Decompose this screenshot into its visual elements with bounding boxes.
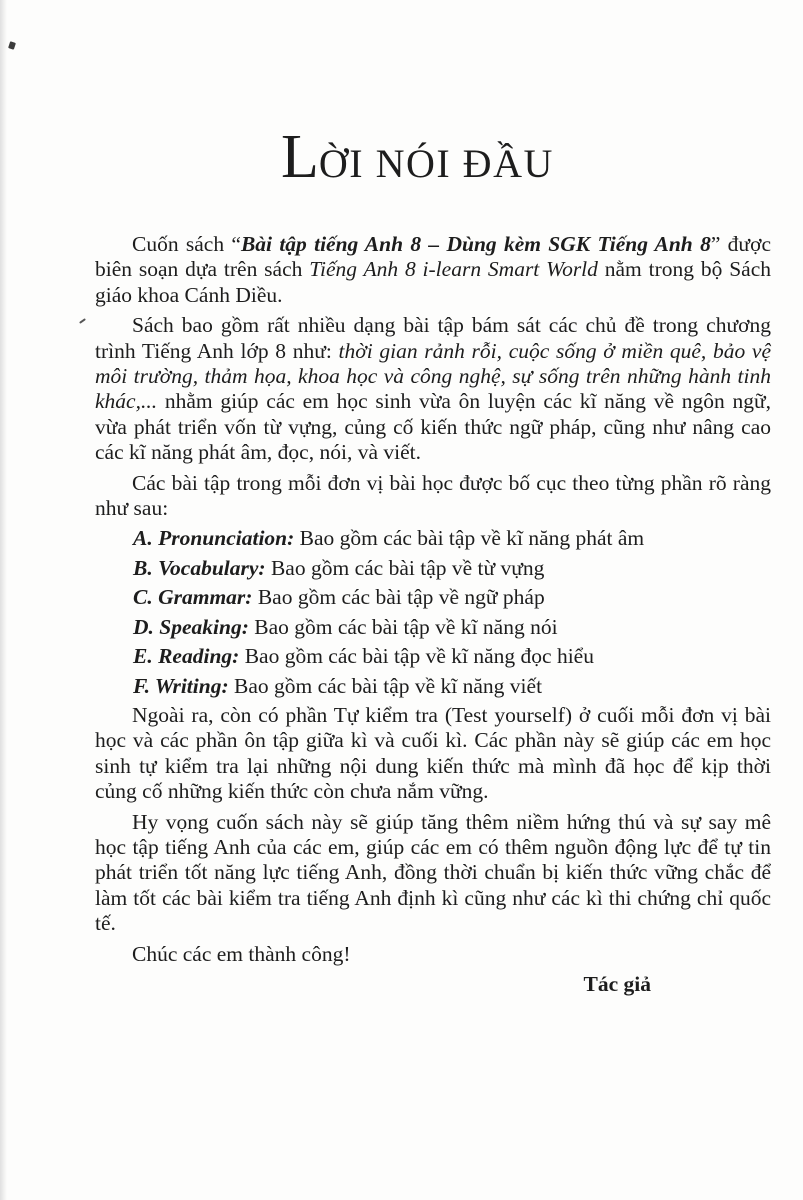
list-item-text: Bao gồm các bài tập về kĩ năng viết bbox=[228, 673, 543, 698]
body-text: nhằm giúp các em học sinh vừa ôn luyện các kĩ năng về ngôn ngữ, vừa phát triển vốn từ vựng, củng cố kiến thức ngữ pháp, cũng như nâng cao các kĩ năng phát âm, đọc, nói, và viết. bbox=[95, 389, 771, 465]
paragraph bbox=[95, 471, 771, 522]
list-item-label: C. Grammar: bbox=[133, 585, 253, 610]
body-text: Các bài tập trong mỗi đơn vị bài học được bố cục theo từng phần rõ ràng như sau: bbox=[95, 470, 771, 521]
body-text: ” được biên soạn dựa trên sách bbox=[95, 232, 771, 282]
list-item-text: Bao gồm các bài tập về từ vựng bbox=[265, 555, 545, 580]
scan-speck bbox=[8, 41, 16, 50]
preface-body bbox=[95, 232, 771, 997]
paragraph bbox=[95, 313, 771, 465]
paragraph bbox=[95, 703, 771, 805]
body-text: Ngoài ra, còn có phần Tự kiểm tra (Test yourself) ở cuối mỗi đơn vị bài học và các phần ôn tập giữa kì và cuối kì. Các phần này sẽ giúp các em học sinh tự kiểm tra lại những nội dung kiến thức mà mình đã học để kịp thời củng cố những kiến thức còn chưa nắm vững. bbox=[95, 702, 771, 804]
paragraph bbox=[95, 810, 771, 937]
body-text: Cuốn sách “ bbox=[132, 232, 241, 256]
page-title bbox=[281, 123, 771, 191]
author-signature: Tác giả bbox=[583, 971, 651, 996]
paragraph bbox=[95, 942, 771, 967]
body-text: Hy vọng cuốn sách này sẽ giúp tăng thêm niềm hứng thú và sự say mê học tập tiếng Anh của các em, giúp các em có thêm nguồn động lực để tự tin phát triển tốt năng lực tiếng Anh, đồng thời chuẩn bị kiến thức vững chắc để làm tốt các bài kiểm tra tiếng Anh định kì cũng như các kì thi chứng chỉ quốc tế. bbox=[95, 809, 771, 936]
list-item bbox=[95, 644, 771, 669]
list-item bbox=[95, 556, 771, 581]
list-item-text: Bao gồm các bài tập về kĩ năng nói bbox=[248, 614, 558, 639]
italic-text: thời gian rảnh rỗi, cuộc sống ở miền quê, bảo vệ môi trường, thảm họa, khoa học và công nghệ, sự sống trên những hành tinh khác,... bbox=[95, 338, 771, 414]
list-item bbox=[95, 526, 771, 551]
paragraph bbox=[95, 232, 771, 308]
list-item-label: A. Pronunciation: bbox=[133, 526, 295, 551]
title-text: ỜI NÓI ĐẦU bbox=[318, 141, 554, 186]
list-item-label: D. Speaking: bbox=[133, 614, 249, 639]
list-item-label: E. Reading: bbox=[133, 644, 240, 669]
body-text: Sách bao gồm rất nhiều dạng bài tập bám sát các chủ đề trong chương trình Tiếng Anh lớp 8 như: bbox=[95, 313, 771, 363]
preface-content bbox=[95, 123, 771, 997]
list-item-label: F. Writing: bbox=[133, 673, 229, 698]
list-item-label: B. Vocabulary: bbox=[133, 555, 266, 580]
bold-italic-text: Bài tập tiếng Anh 8 – Dùng kèm SGK Tiếng Anh 8 bbox=[240, 232, 711, 256]
list-item bbox=[95, 585, 771, 610]
list-item-text: Bao gồm các bài tập về ngữ pháp bbox=[252, 585, 545, 610]
italic-text: Tiếng Anh 8 i-learn Smart World bbox=[309, 257, 598, 282]
body-text: Chúc các em thành công! bbox=[132, 941, 351, 966]
body-text: nằm trong bộ Sách giáo khoa Cánh Diều. bbox=[95, 257, 771, 307]
list-item bbox=[95, 615, 771, 640]
title-initial-cap: L bbox=[281, 123, 319, 191]
list-item-text: Bao gồm các bài tập về kĩ năng đọc hiểu bbox=[239, 644, 594, 669]
list-item-text: Bao gồm các bài tập về kĩ năng phát âm bbox=[294, 526, 645, 551]
scan-speck bbox=[79, 318, 86, 324]
list-item bbox=[95, 674, 771, 699]
scan-edge-shadow bbox=[0, 0, 7, 1200]
